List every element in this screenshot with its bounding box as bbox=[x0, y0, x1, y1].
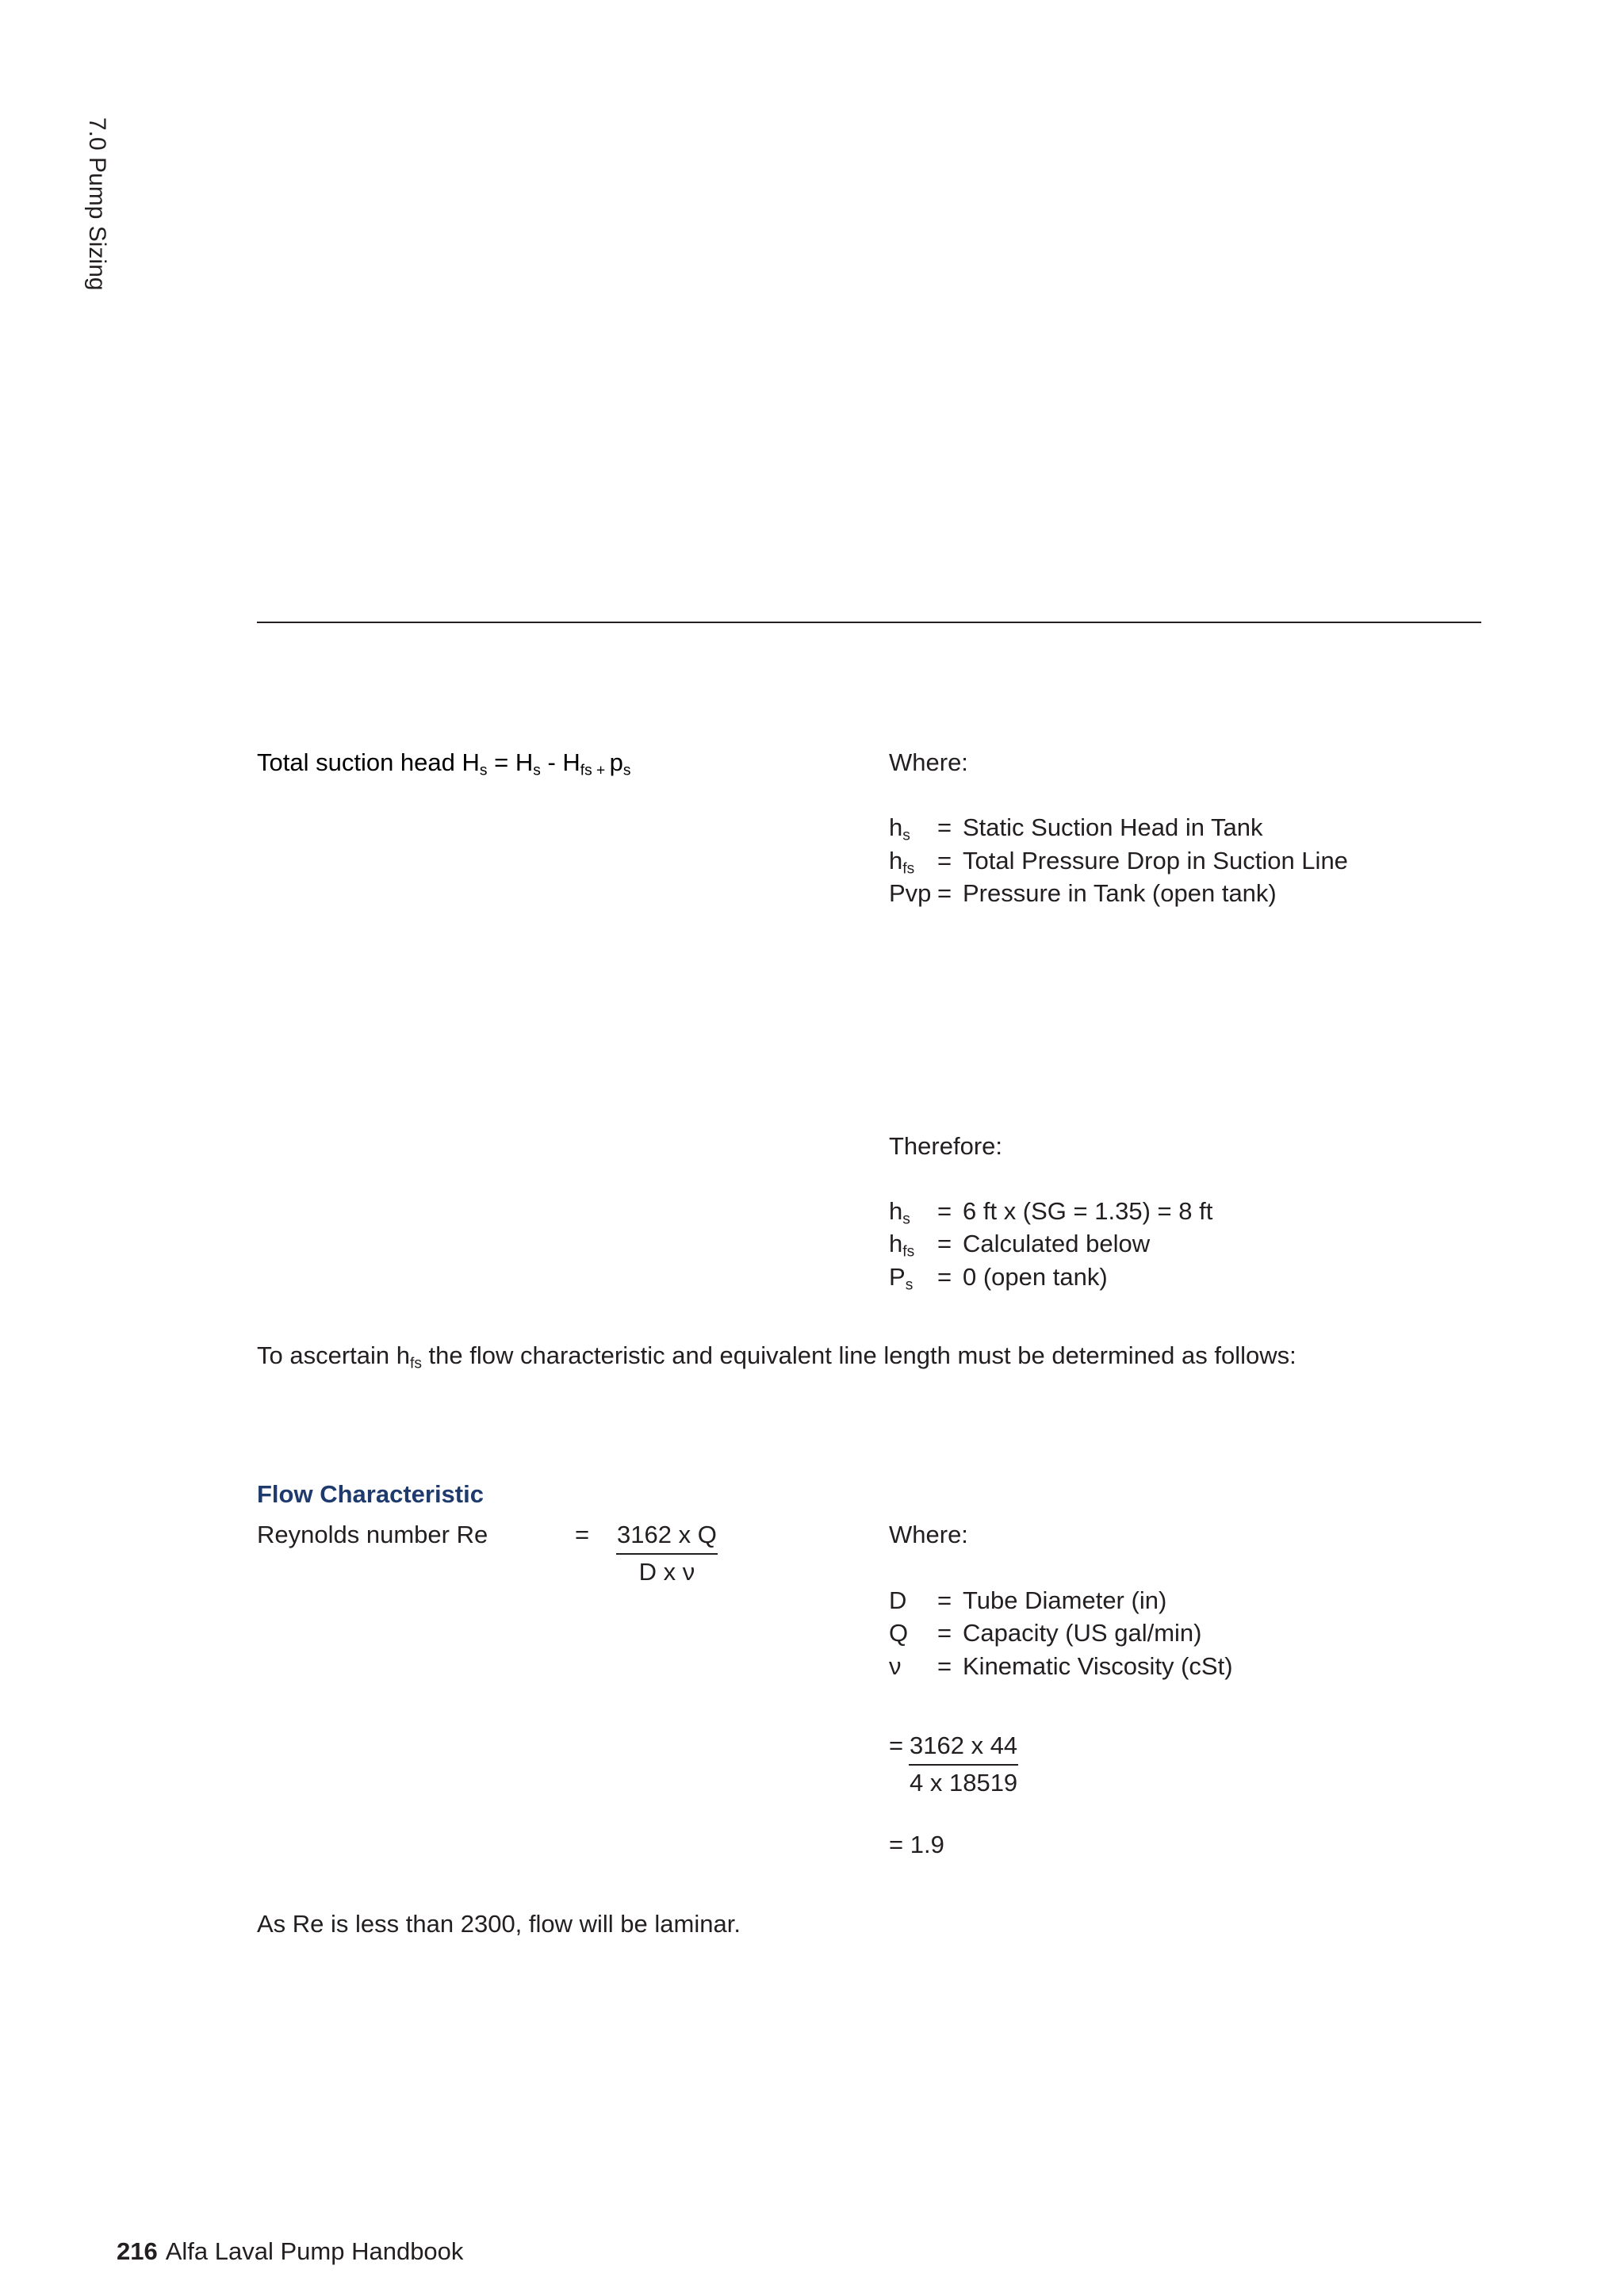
definition-text: Pressure in Tank (open tank) bbox=[963, 879, 1277, 907]
equals-sign: = bbox=[937, 1586, 952, 1614]
definition-text: Capacity (US gal/min) bbox=[963, 1619, 1202, 1647]
page-footer bbox=[117, 2236, 463, 2267]
formula-lead: Total suction head H bbox=[257, 748, 480, 776]
calc-equals: = bbox=[889, 1732, 904, 1759]
equals-sign: = bbox=[937, 1263, 952, 1291]
equals-sign: = bbox=[937, 1619, 952, 1647]
where-heading: Where: bbox=[889, 1521, 968, 1548]
where-heading: Where: bbox=[889, 748, 968, 776]
equals-sign: = bbox=[937, 1652, 952, 1680]
equals-sign: = bbox=[937, 1197, 952, 1225]
formula-sub: s bbox=[479, 762, 488, 779]
formula-sub: s bbox=[533, 762, 541, 779]
reynolds-fraction bbox=[616, 1519, 718, 1589]
formula-part: p bbox=[609, 748, 623, 776]
formula-sub: s bbox=[622, 762, 631, 779]
equals-sign: = bbox=[937, 847, 952, 874]
footer-title: Alfa Laval Pump Handbook bbox=[165, 2237, 464, 2265]
equals-sign: = bbox=[937, 813, 952, 841]
horizontal-rule bbox=[257, 622, 1481, 623]
definition-text: 0 (open tank) bbox=[963, 1263, 1108, 1291]
equals-sign: = bbox=[937, 879, 952, 907]
formula-part: - H bbox=[540, 748, 580, 776]
definition-symbol: $h_s$ bbox=[889, 813, 910, 844]
therefore-heading: Therefore: bbox=[889, 1132, 1003, 1160]
flow-characteristic-heading: Flow Characteristic bbox=[257, 1480, 484, 1508]
conclusion-text: As Re is less than 2300, flow will be laminar. bbox=[257, 1910, 741, 1938]
page-number: 216 bbox=[117, 2237, 158, 2265]
definition-text: 6 ft x (SG = 1.35) = 8 ft bbox=[963, 1197, 1213, 1225]
definition-text: Static Suction Head in Tank bbox=[963, 813, 1263, 841]
formula-part: = H bbox=[487, 748, 534, 776]
definition-text: Kinematic Viscosity (cSt) bbox=[963, 1652, 1233, 1680]
definition-symbol: $h_s$ bbox=[889, 1197, 910, 1228]
calc-result: = 1.9 bbox=[889, 1831, 944, 1858]
definition-text: Tube Diameter (in) bbox=[963, 1586, 1167, 1614]
total-suction-head-formula bbox=[257, 747, 630, 779]
definition-symbol: $h_{fs}$ bbox=[889, 1230, 915, 1261]
fraction-numerator: 3162 x 44 bbox=[909, 1730, 1018, 1766]
definition-text: Calculated below bbox=[963, 1230, 1151, 1257]
fraction-denominator: 4 x 18519 bbox=[910, 1769, 1018, 1797]
reynolds-equals: = bbox=[575, 1521, 590, 1548]
equals-sign: = bbox=[937, 1230, 952, 1257]
section-side-title: 7.0 Pump Sizing bbox=[84, 117, 110, 291]
definition-symbol: D bbox=[889, 1586, 907, 1614]
calc-fraction bbox=[909, 1730, 1018, 1800]
definition-text: Total Pressure Drop in Suction Line bbox=[963, 847, 1348, 874]
fraction-numerator: 3162 x Q bbox=[616, 1519, 718, 1555]
ascertain-paragraph: To ascertain $h_{fs}$ the flow characteristic and equivalent line length must be determined as follows: bbox=[257, 1341, 1297, 1372]
definition-symbol: $h_{fs}$ bbox=[889, 847, 915, 878]
definition-symbol: ν bbox=[889, 1652, 902, 1680]
formula-sub: + bbox=[592, 762, 610, 779]
definition-symbol: Q bbox=[889, 1619, 909, 1647]
definition-symbol: Pvp bbox=[889, 879, 932, 907]
definition-symbol: $P_s$ bbox=[889, 1263, 914, 1294]
fraction-denominator: D x ν bbox=[638, 1558, 695, 1586]
formula-sub: fs bbox=[580, 762, 592, 779]
reynolds-label: Reynolds number Re bbox=[257, 1521, 488, 1548]
